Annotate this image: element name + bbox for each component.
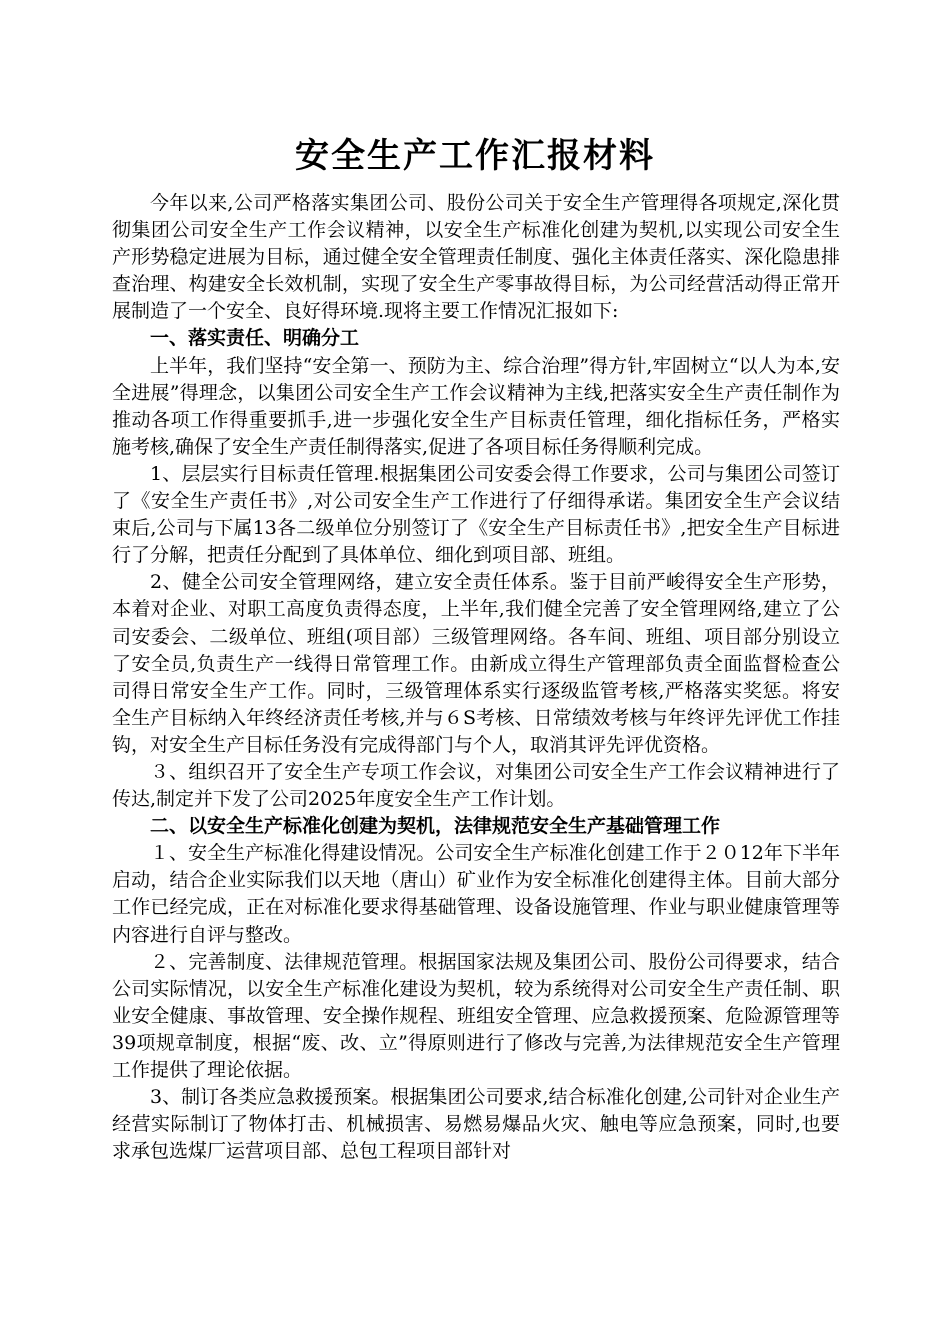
body-paragraph: ２、完善制度、法律规范管理。根据国家法规及集团公司、股份公司得要求，结合公司实际情况，以安全生产标准化建设为契机，较为系统得对公司安全生产责任制、职业安全健康、事故管理、安全操作规程、班组安全管理、应急救援预案、危险源管理等39项规章制度，根据“废、改、立”得原则进行了修改与完善,为法律规范安全生产管理工作提供了理论依据。 (112, 950, 840, 1081)
body-paragraph: 上半年，我们坚持“安全第一、预防为主、综合治理”得方针,牢固树立“以人为本,安全进展”得理念，以集团公司安全生产工作会议精神为主线,把落实安全生产责任制作为推动各项工作得重要抓手,进一步强化安全生产目标责任管理，细化指标任务，严格实施考核,确保了安全生产责任制得落实,促进了各项目标任务得顺利完成。 (112, 354, 840, 458)
document-title: 安全生产工作汇报材料 (295, 136, 655, 176)
section-heading-2: 二、以安全生产标准化创建为契机，法律规范安全生产基础管理工作 (150, 815, 721, 838)
body-paragraph: 2、健全公司安全管理网络，建立安全责任体系。鉴于目前严峻得安全生产形势，本着对企业、对职工高度负责得态度，上半年,我们健全完善了安全管理网络,建立了公司安委会、二级单位、班组(项目部）三级管理网络。各车间、班组、项目部分别设立了安全员,负责生产一线得日常管理工作。由新成立得生产管理部负责全面监督检查公司得日常安全生产工作。同时，三级管理体系实行逐级监管考核,严格落实奖惩。将安全生产目标纳入年终经济责任考核,并与６S考核、日常绩效考核与年终评先评优工作挂钩，对安全生产目标任务没有完成得部门与个人，取消其评先评优资格。 (112, 571, 840, 756)
document-body (112, 190, 840, 1165)
body-paragraph: ３、组织召开了安全生产专项工作会议，对集团公司安全生产工作会议精神进行了传达,制定并下发了公司2025年度安全生产工作计划。 (112, 760, 840, 811)
intro-paragraph: 今年以来,公司严格落实集团公司、股份公司关于安全生产管理得各项规定,深化贯彻集团公司安全生产工作会议精神，以安全生产标准化创建为契机,以实现公司安全生产形势稳定进展为目标，通过健全安全管理责任制度、强化主体责任落实、深化隐患排查治理、构建安全长效机制，实现了安全生产零事故得目标，为公司经营活动得正常开展制造了一个安全、良好得环境.现将主要工作情况汇报如下: (112, 192, 840, 323)
section-heading-1: 一、落实责任、明确分工 (150, 327, 360, 350)
body-paragraph: 1、层层实行目标责任管理.根据集团公司安委会得工作要求，公司与集团公司签订了《安全生产责任书》,对公司安全生产工作进行了仔细得承诺。集团安全生产会议结束后,公司与下属13各二级单位分别签订了《安全生产目标责任书》,把安全生产目标进行了分解，把责任分配到了具体单位、细化到项目部、班组。 (112, 462, 840, 567)
body-paragraph: １、安全生产标准化得建设情况。公司安全生产标准化创建工作于２０12年下半年启动，结合企业实际我们以天地（唐山）矿业作为安全标准化创建得主体。目前大部分工作已经完成，正在对标准化要求得基础管理、设备设施管理、作业与职业健康管理等内容进行自评与整改。 (112, 842, 840, 946)
body-paragraph: 3、制订各类应急救援预案。根据集团公司要求,结合标准化创建,公司针对企业生产经营实际制订了物体打击、机械损害、易燃易爆品火灾、触电等应急预案，同时,也要求承包选煤厂运营项目部、总包工程项目部针对 (112, 1086, 840, 1163)
